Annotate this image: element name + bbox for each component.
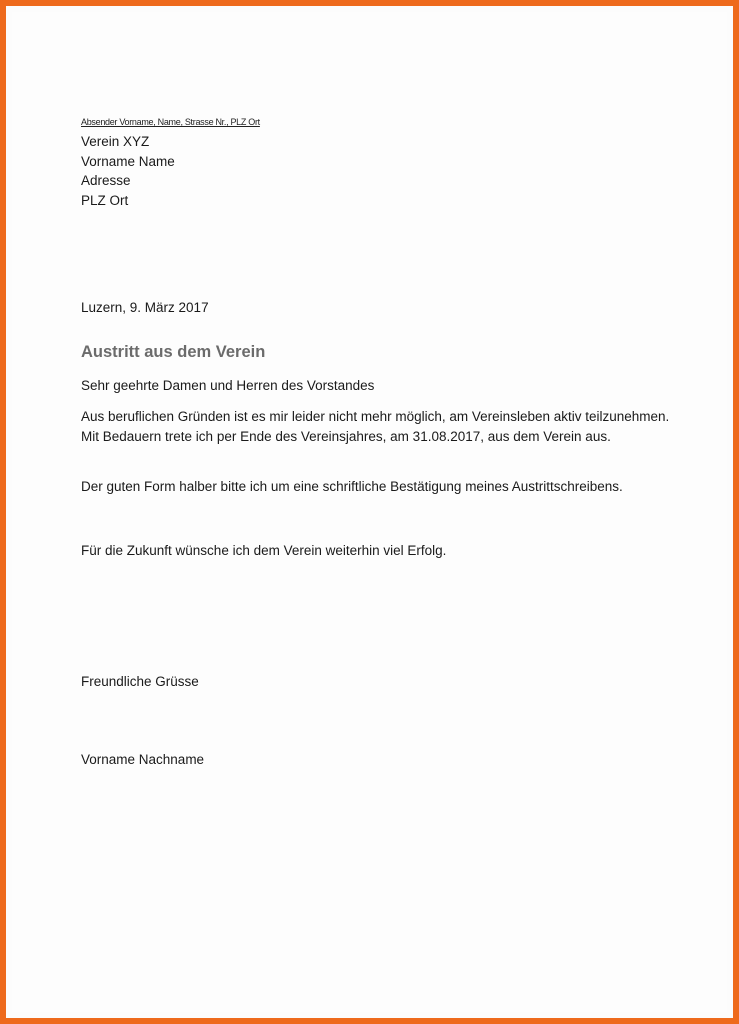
- body-paragraph: Aus beruflichen Gründen ist es mir leider nicht mehr möglich, am Vereinsleben aktiv teilzunehmen. Mit Bedauern trete ich per Ende des Vereinsjahres, am 31.08.2017, aus dem Verein aus.: [81, 409, 670, 444]
- closing-phrase: Freundliche Grüsse: [81, 674, 199, 689]
- letter-subject: Austritt aus dem Verein: [81, 343, 266, 361]
- body-paragraph: Für die Zukunft wünsche ich dem Verein weiterhin viel Erfolg.: [81, 543, 447, 558]
- recipient-street: Adresse: [81, 173, 131, 188]
- recipient-city: PLZ Ort: [81, 192, 129, 208]
- recipient-organization: Verein XYZ: [81, 134, 150, 149]
- recipient-address: [81, 132, 175, 210]
- letter-page: [12, 12, 727, 1012]
- date-line: Luzern, 9. März 2017: [81, 300, 209, 315]
- body-paragraph: Der guten Form halber bitte ich um eine schriftliche Bestätigung meines Austrittschreibens.: [81, 479, 623, 494]
- salutation: Sehr geehrte Damen und Herren des Vorstandes: [81, 378, 375, 393]
- sender-address-line: Absender Vorname, Name, Strasse Nr., PLZ Ort: [81, 117, 260, 127]
- recipient-name: Vorname Name: [81, 153, 175, 169]
- signature-name: Vorname Nachname: [81, 752, 205, 767]
